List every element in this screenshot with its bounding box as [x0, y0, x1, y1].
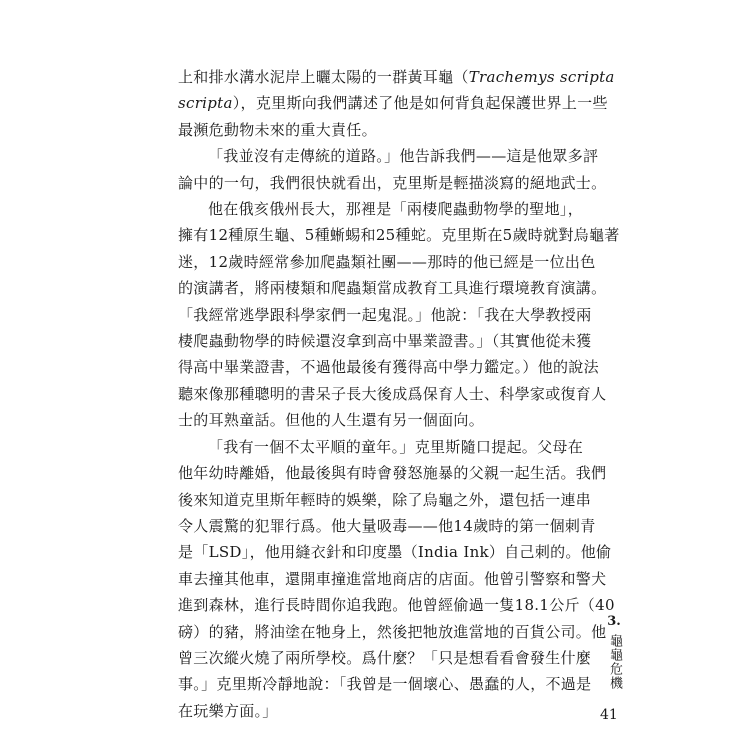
- text-line: [178, 513, 596, 539]
- paragraph: [178, 64, 615, 143]
- text-line: [178, 222, 620, 248]
- line-text: 得高中畢業證書，不過他最後有獲得高中學力鑑定。）他的說法: [178, 358, 599, 377]
- line-text: 的演講者，將兩棲類和爬蟲類當成教育工具進行環境教育演講。: [178, 279, 607, 298]
- text-line: [178, 460, 607, 486]
- line-text: 令人震驚的犯罪行爲。他大量吸毒——他14歲時的第一個刺青: [178, 516, 596, 535]
- line-text: 「我經常逃學跟科學家們一起鬼混。」他說：「我在大學教授兩: [178, 305, 592, 324]
- text-line: [178, 592, 615, 618]
- text-line: [178, 619, 607, 645]
- line-text: 曾三次縱火燒了兩所學校。爲什麼？「只是想看看會發生什麼: [178, 648, 592, 667]
- line-text: 他年幼時離婚，他最後與有時會發怒施暴的父親一起生活。我們: [178, 464, 607, 483]
- chapter-side-label: [604, 614, 624, 690]
- page-number: 41: [600, 707, 618, 723]
- line-text: 上和排水溝水泥岸上曬太陽的一群黃耳龜（: [178, 68, 469, 86]
- text-line: [178, 249, 596, 275]
- line-text: 他在俄亥俄州長大，那裡是「兩棲爬蟲動物學的聖地」，: [208, 200, 584, 219]
- line-text: 磅）的豬，將油塗在牠身上，然後把牠放進當地的百貨公司。他: [178, 622, 607, 641]
- text-line: [178, 539, 612, 565]
- italic-text: Trachemys scripta: [468, 68, 615, 86]
- text-line: [178, 90, 608, 116]
- paragraph: [178, 143, 607, 196]
- line-text: 最瀕危動物未來的重大責任。: [178, 120, 377, 139]
- text-line: [178, 64, 615, 90]
- text-line: [178, 381, 607, 407]
- text-line: [178, 566, 607, 592]
- text-line: [178, 671, 592, 697]
- text-line: [178, 143, 599, 169]
- text-line: [178, 698, 584, 724]
- text-line: [178, 645, 592, 671]
- line-text: 擁有12種原生龜、5種蜥蜴和25種蛇。克里斯在5歲時就對烏龜著: [178, 226, 620, 245]
- text-line: [178, 354, 599, 380]
- line-text: 事。」克里斯冷靜地說：「我曾是一個壞心、愚蠢的人，不過是: [178, 675, 592, 694]
- line-text: 後來知道克里斯年輕時的娛樂，除了烏龜之外，還包括一連串: [178, 490, 592, 509]
- line-text: 聽來像那種聰明的書呆子長大後成爲保育人士、科學家或復育人: [178, 384, 607, 403]
- text-line: [178, 196, 584, 222]
- line-text: 進到森林，進行長時間你追我跑。他曾經偷過一隻18.1公斤（40: [178, 596, 615, 615]
- text-line: [178, 170, 607, 196]
- italic-text: scripta: [178, 94, 233, 113]
- text-line: [178, 487, 592, 513]
- line-text: 棲爬蟲動物學的時候還沒拿到高中畢業證書。」（其實他從未獲: [178, 332, 592, 351]
- line-text: 迷，12歲時經常參加爬蟲類社團——那時的他已經是一位出色: [178, 252, 596, 271]
- line-text: 「我有一個不太平順的童年。」克里斯隨口提起。父母在: [208, 437, 584, 456]
- line-text: 論中的一句，我們很快就看出，克里斯是輕描淡寫的絕地武士。: [178, 173, 607, 192]
- text-line: [178, 302, 592, 328]
- line-text: ），克里斯向我們講述了他是如何背負起保護世界上一些: [232, 94, 608, 113]
- line-text: 車去撞其他車，還開車撞進當地商店的店面。他曾引警察和警犬: [178, 569, 607, 588]
- line-text: 「我並沒有走傳統的道路。」他告訴我們——這是他眾多評: [208, 147, 599, 166]
- text-line: [178, 117, 584, 143]
- text-line: [178, 407, 584, 433]
- chapter-title: 龜龜危機: [607, 634, 622, 690]
- line-text: 士的耳熟童話。但他的人生還有另一個面向。: [178, 411, 485, 430]
- text-line: [178, 275, 607, 301]
- text-line: [178, 328, 592, 354]
- line-text: 是「LSD」，他用縫衣針和印度墨（India Ink）自己刺的。他偷: [178, 543, 612, 562]
- line-text: 在玩樂方面。」: [178, 701, 278, 720]
- text-line: [178, 434, 584, 460]
- paragraph: [178, 196, 620, 434]
- chapter-number: 3.: [607, 614, 621, 629]
